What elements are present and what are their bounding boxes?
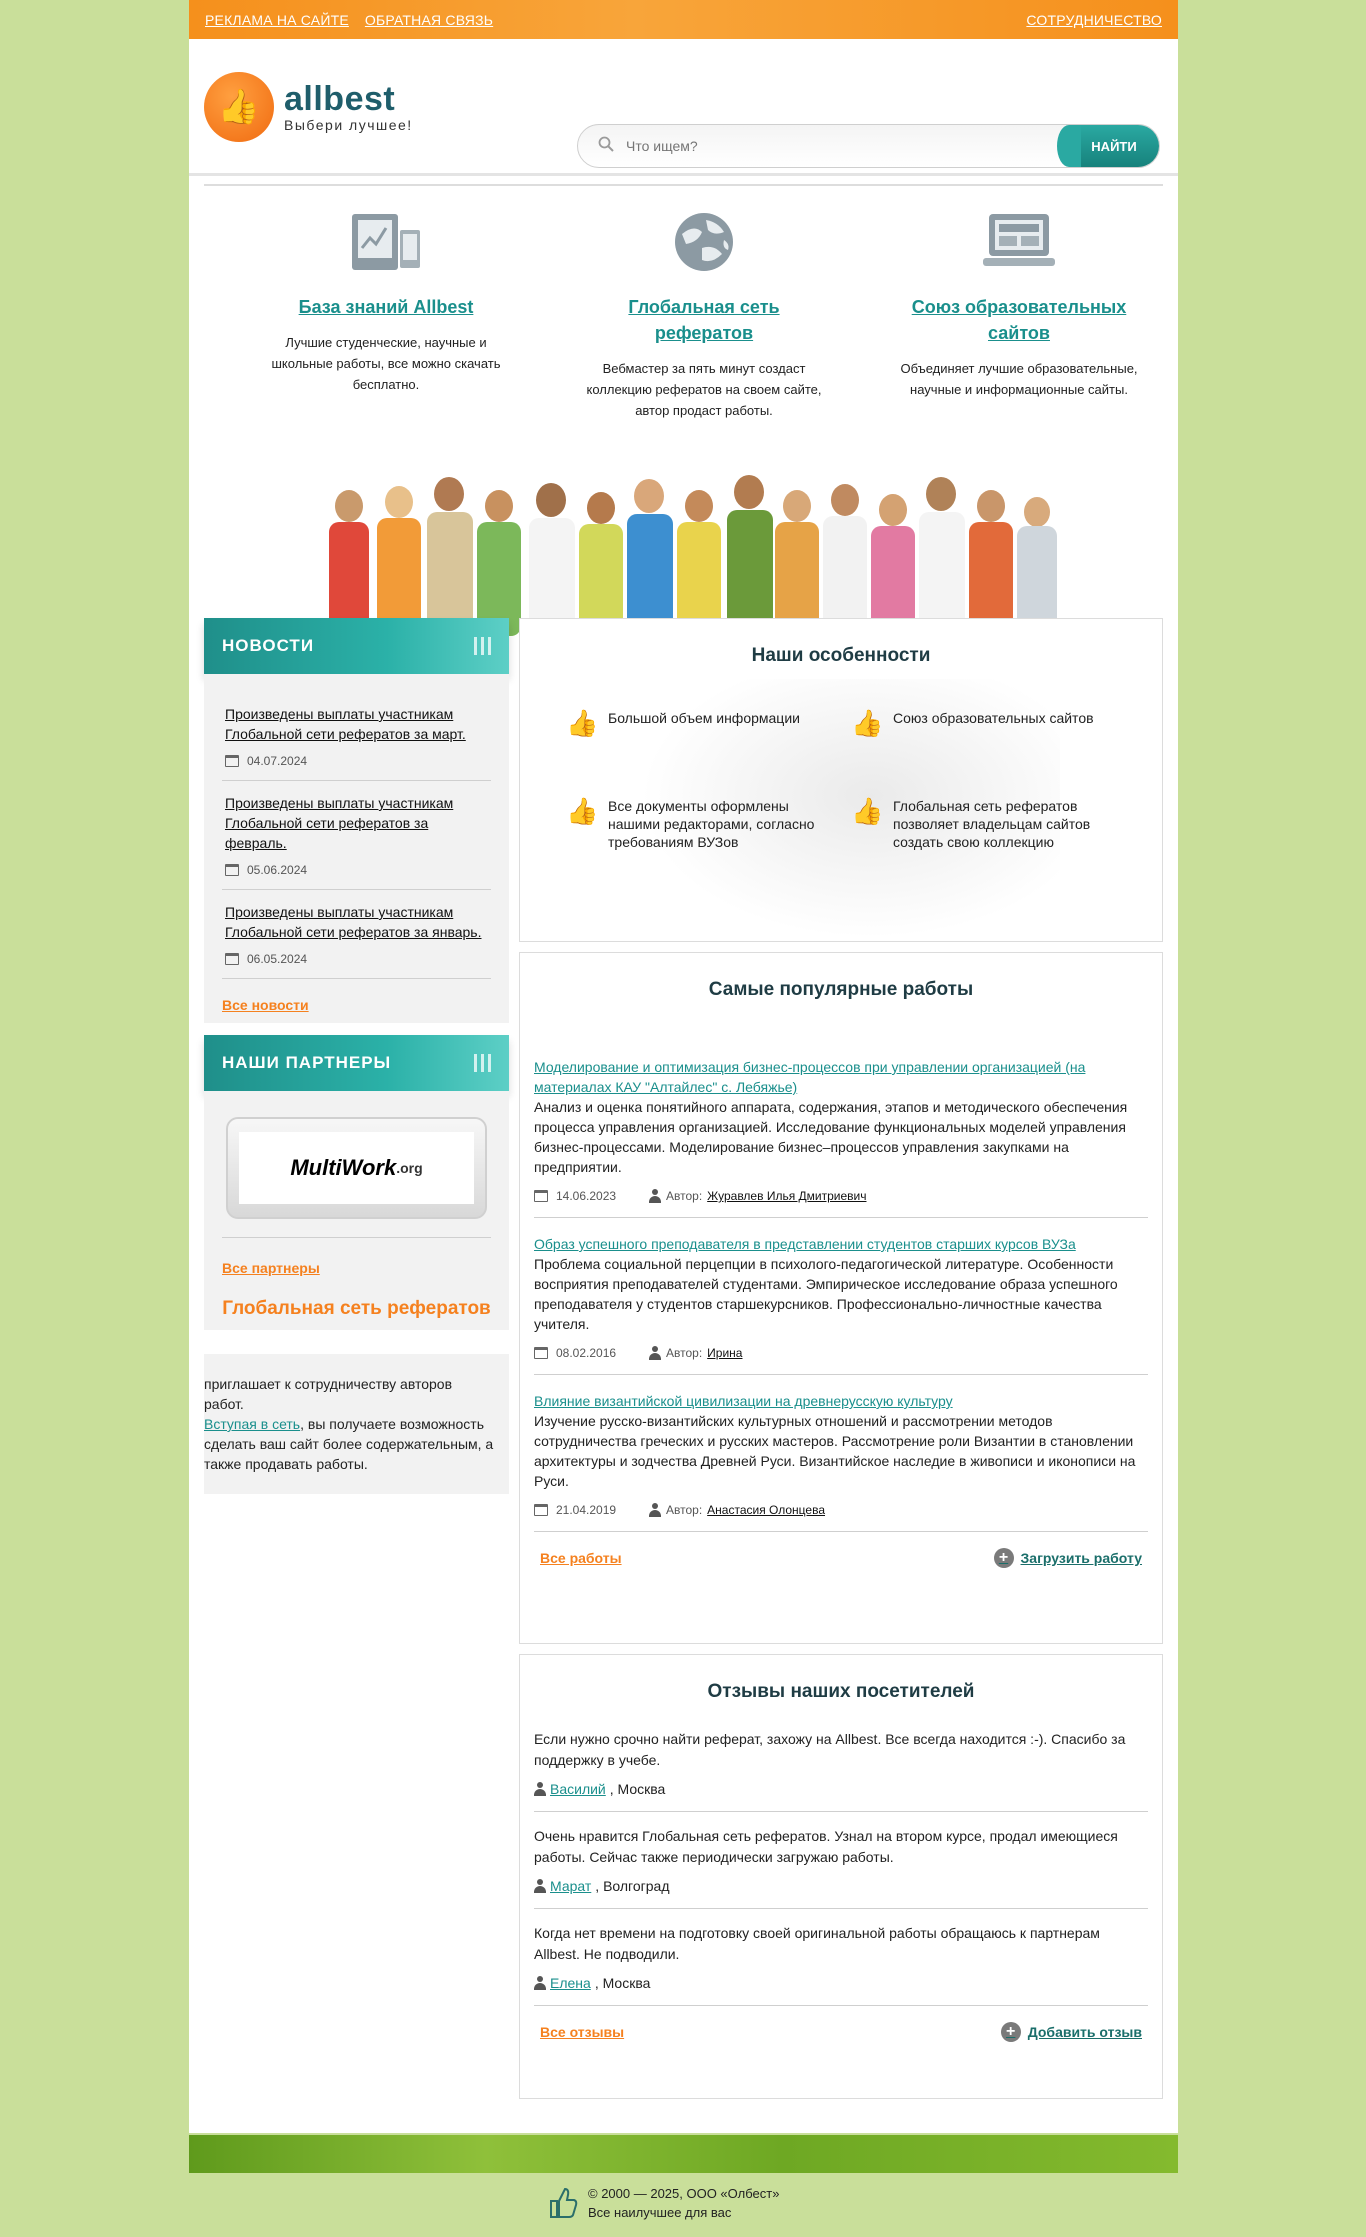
- students-group-image: [289, 466, 1079, 636]
- news-panel: [204, 674, 509, 1023]
- upload-work-button[interactable]: + Загрузить работу: [994, 1548, 1142, 1568]
- news-date: 06.05.2024: [247, 952, 308, 966]
- user-icon: [534, 1782, 546, 1796]
- top-bar: [189, 0, 1178, 39]
- review-text: Если нужно срочно найти реферат, захожу на Allbest. Все всегда находится :-). Спасибо за поддержку в учебе.: [534, 1731, 1126, 1768]
- feature-union-sites: [894, 206, 1144, 400]
- work-description: Изучение русско-византийских культурных отношений и рассмотрении методов сотрудничества греческих и русских мастеров. Рассмотрение роли Византии в становлении архитектуры и зодчества Древней Руси. Византийское наследие в живописи и иконописи на Руси.: [534, 1413, 1136, 1489]
- features-row: [204, 206, 1163, 506]
- partner-multiwork-logo[interactable]: MultiWork .org: [226, 1117, 487, 1219]
- thumbs-up-icon: 👍: [566, 796, 599, 826]
- feature-union-sites-link[interactable]: Союз образовательных сайтов: [911, 297, 1127, 343]
- footer-copyright: © 2000 — 2025, ООО «Олбест»: [588, 2186, 780, 2201]
- logo[interactable]: [204, 72, 413, 142]
- reviewer-link[interactable]: Василий: [550, 1781, 606, 1797]
- news-item-link[interactable]: Произведены выплаты участникам Глобальной сети рефератов за март.: [225, 706, 466, 742]
- author-link[interactable]: Анастасия Олонцева: [707, 1503, 826, 1517]
- work-item: Образ успешного преподавателя в представлении студентов старших курсов ВУЗа Проблема социальной перцепции в психолого-педагогической литературе. Особенности восприятия преподавателей студентами. Эмпирическое исследование образа успешного преподавателя у студентов старшекурсников. Профессионально-личностные качества учителя. 08.02.2016 Автор: Ирина: [534, 1218, 1148, 1375]
- left-column: [204, 618, 509, 1512]
- page-wrapper: [189, 0, 1178, 2133]
- all-works-link[interactable]: Все работы: [540, 1550, 622, 1566]
- search-input[interactable]: [626, 138, 1069, 154]
- footer-band: [189, 2135, 1178, 2173]
- popular-works-box: [519, 952, 1163, 1644]
- feature-knowledge-base-link[interactable]: База знаний Allbest: [298, 297, 474, 317]
- feature-union-sites-text: Объединяет лучшие образовательные, научные и информационные сайты.: [900, 361, 1138, 397]
- feature-knowledge-base: [261, 206, 511, 395]
- work-item: Моделирование и оптимизация бизнес-процессов при управлении организацией (на материалах КАУ "Алтайлес" с. Лебяжье) Анализ и оценка понятийного аппарата, содержания, этапов и методического обеспечения процесса управления организацией. Исследование функциональных моделей управления бизнес-процессами. Моделирование бизнес–процессов управления закупками на предприятии. 14.06.2023 Автор: Журавлев Илья Дмитриевич: [534, 1041, 1148, 1218]
- work-item: Влияние византийской цивилизации на древнерусскую культуру Изучение русско-византийских культурных отношений и рассмотрении методов сотрудничества греческих и русских мастеров. Рассмотрение роли Византии в становлении архитектуры и зодчества Древней Руси. Византийское наследие в живописи и иконописи на Руси. 21.04.2019 Автор: Анастасия Олонцева: [534, 1375, 1148, 1532]
- footer-slogan: Все наилучшее для вас: [588, 2205, 732, 2220]
- news-date: 05.06.2024: [247, 863, 308, 877]
- feature-global-network-text: Вебмастер за пять минут создаст коллекцию рефератов на своем сайте, автор продаст работы.: [586, 361, 822, 418]
- user-icon: [534, 1879, 546, 1893]
- work-description: Анализ и оценка понятийного аппарата, содержания, этапов и методического обеспечения процесса управления организацией. Исследование функциональных моделей управления бизнес-процессами. Моделирование бизнес–процессов управления закупками на предприятии.: [534, 1099, 1128, 1175]
- calendar-icon: [225, 864, 239, 876]
- all-reviews-link[interactable]: Все отзывы: [540, 2024, 625, 2040]
- thumbs-up-icon: 👍: [566, 708, 599, 738]
- calendar-icon: [225, 755, 239, 767]
- news-date: 04.07.2024: [247, 754, 308, 768]
- globe-icon: [579, 206, 829, 278]
- work-description: Проблема социальной перцепции в психолого-педагогической литературе. Особенности восприятия преподавателей студентами. Эмпирическое исследование образа успешного преподавателя у студентов старшекурсников. Профессионально-личностные качества учителя.: [534, 1256, 1118, 1332]
- news-item: [222, 692, 491, 781]
- bars-icon: [474, 1054, 491, 1072]
- join-network-link[interactable]: Вступая в сеть: [204, 1416, 301, 1432]
- feedback-link[interactable]: ОБРАТНАЯ СВЯЗЬ: [364, 11, 494, 28]
- thumbs-up-icon: 👍: [851, 708, 884, 738]
- review-item: Когда нет времени на подготовку своей оригинальной работы обращаюсь к партнерам Allbest. Не подводили. Елена , Москва: [534, 1909, 1148, 2006]
- laptop-icon: [894, 206, 1144, 278]
- calendar-icon: [225, 953, 239, 965]
- advantages-title: Наши особенности: [751, 645, 931, 666]
- reviewer-link[interactable]: Марат: [550, 1878, 592, 1894]
- partners-header: [204, 1035, 509, 1091]
- bars-icon: [474, 637, 491, 655]
- calendar-icon: [534, 1347, 548, 1359]
- all-partners-link[interactable]: Все партнеры: [222, 1260, 320, 1276]
- work-title-link[interactable]: Образ успешного преподавателя в представлении студентов старших курсов ВУЗа: [534, 1236, 1076, 1252]
- advantage-item: 👍 Глобальная сеть рефератов позволяет владельцам сайтов создать свою коллекцию: [851, 796, 1091, 850]
- review-item: Очень нравится Глобальная сеть рефератов. Узнал на втором курсе, продал имеющиеся работы. Сейчас также периодически загружаю работы. Марат , Волгоград: [534, 1812, 1148, 1909]
- author-link[interactable]: Журавлев Илья Дмитриевич: [707, 1189, 867, 1203]
- global-network-text-wrap: [204, 1354, 509, 1512]
- search-box: [577, 124, 1160, 168]
- search-icon: [586, 136, 626, 157]
- global-network-title: Глобальная сеть рефератов: [222, 1298, 491, 1319]
- thumbs-up-icon: 👍: [851, 796, 884, 826]
- advantages-box: [519, 618, 1163, 942]
- search-button[interactable]: НАЙТИ: [1069, 125, 1159, 167]
- ads-link[interactable]: РЕКЛАМА НА САЙТЕ: [205, 11, 349, 28]
- footer: [548, 2184, 779, 2222]
- thumbs-up-logo-icon: 👍: [204, 72, 274, 142]
- add-review-button[interactable]: + Добавить отзыв: [1001, 2022, 1142, 2042]
- plus-icon: +: [1001, 2022, 1021, 2042]
- news-item-link[interactable]: Произведены выплаты участникам Глобальной сети рефератов за январь.: [225, 904, 482, 940]
- reviews-title: Отзывы наших посетителей: [707, 1681, 975, 1702]
- feature-global-network-link[interactable]: Глобальная сеть рефератов: [628, 297, 780, 343]
- user-icon: [534, 1976, 546, 1990]
- review-item: Если нужно срочно найти реферат, захожу на Allbest. Все всегда находится :-). Спасибо за поддержку в учебе. Василий , Москва: [534, 1729, 1148, 1812]
- feature-knowledge-base-text: Лучшие студенческие, научные и школьные работы, все можно скачать бесплатно.: [271, 335, 501, 392]
- document-icon: [261, 206, 511, 278]
- news-heading: НОВОСТИ: [222, 636, 315, 655]
- user-icon: [649, 1189, 661, 1203]
- work-title-link[interactable]: Моделирование и оптимизация бизнес-процессов при управлении организацией (на материалах КАУ "Алтайлес" с. Лебяжье): [534, 1059, 1086, 1095]
- logo-tagline: Выбери лучшее!: [284, 116, 413, 133]
- reviewer-link[interactable]: Елена: [550, 1975, 591, 1991]
- review-text: Очень нравится Глобальная сеть рефератов. Узнал на втором курсе, продал имеющиеся работы. Сейчас также периодически загружаю работы.: [534, 1828, 1118, 1865]
- partners-heading: НАШИ ПАРТНЕРЫ: [222, 1053, 392, 1072]
- user-icon: [649, 1503, 661, 1517]
- plus-icon: +: [994, 1548, 1014, 1568]
- logo-name: allbest: [284, 79, 396, 118]
- reviews-box: [519, 1654, 1163, 2099]
- feature-global-network: [579, 206, 829, 421]
- divider: [204, 184, 1163, 186]
- news-item: [222, 890, 491, 979]
- thumbs-up-icon: [548, 2187, 578, 2219]
- news-item-link[interactable]: Произведены выплаты участникам Глобальной сети рефератов за февраль.: [225, 795, 454, 851]
- header: [189, 39, 1178, 176]
- news-header: [204, 618, 509, 674]
- global-network-text: приглашает к сотрудничеству авторов работ. Вступая в сеть, вы получаете возможность сделать ваш сайт более содержательным, а также продавать работы.: [204, 1354, 509, 1494]
- calendar-icon: [534, 1190, 548, 1202]
- news-item: [222, 781, 491, 890]
- user-icon: [649, 1346, 661, 1360]
- calendar-icon: [534, 1504, 548, 1516]
- all-news-link[interactable]: Все новости: [222, 997, 309, 1013]
- review-text: Когда нет времени на подготовку своей оригинальной работы обращаюсь к партнерам Allbest. Не подводили.: [534, 1925, 1100, 1962]
- main-content: [189, 176, 1178, 2133]
- popular-works-title: Самые популярные работы: [708, 979, 974, 1000]
- partners-panel: [204, 1091, 509, 1330]
- cooperation-link[interactable]: СОТРУДНИЧЕСТВО: [1026, 11, 1162, 28]
- advantage-item: 👍 Союз образовательных сайтов: [851, 708, 1094, 738]
- work-title-link[interactable]: Влияние византийской цивилизации на древнерусскую культуру: [534, 1393, 953, 1409]
- author-link[interactable]: Ирина: [707, 1346, 743, 1360]
- advantage-item: 👍 Все документы оформлены нашими редакторами, согласно требованиям ВУЗов: [566, 796, 815, 850]
- advantage-item: 👍 Большой объем информации: [566, 708, 800, 738]
